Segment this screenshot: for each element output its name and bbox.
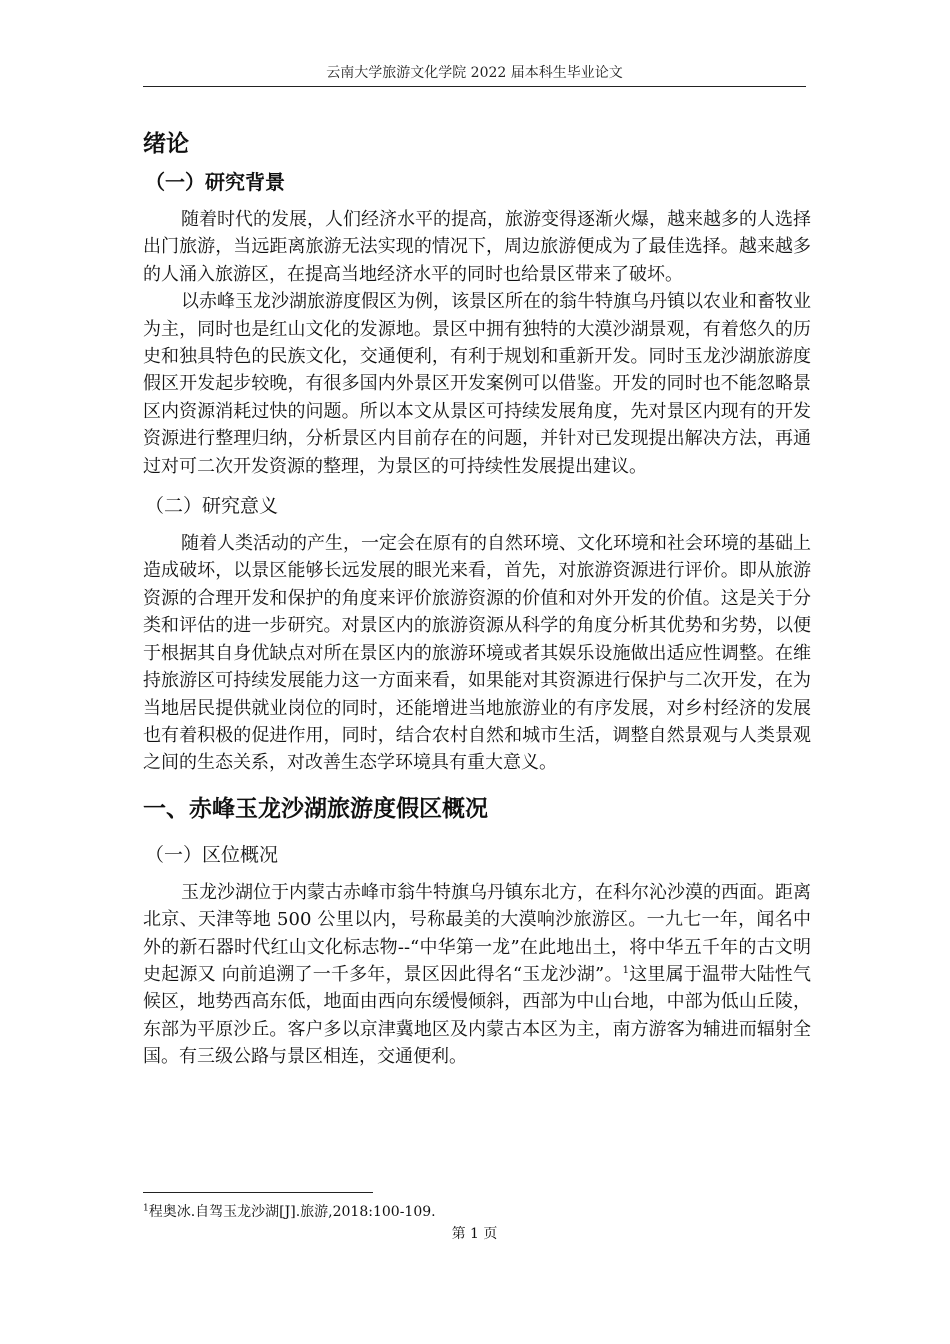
background-heading: （一）研究背景 xyxy=(145,170,285,194)
footnote-rule xyxy=(143,1192,373,1193)
chapter1-title: 一、赤峰玉龙沙湖旅游度假区概况 xyxy=(143,795,488,822)
running-header: 云南大学旅游文化学院 2022 届本科生毕业论文 xyxy=(326,65,623,81)
intro-title: 绪论 xyxy=(143,131,189,157)
header-rule xyxy=(143,86,806,87)
footnote xyxy=(143,1203,806,1221)
location-heading: （一）区位概况 xyxy=(145,843,279,866)
body-content xyxy=(143,124,811,1071)
footnote-text: 程奥冰.自驾玉龙沙湖[J].旅游,2018:100-109. xyxy=(148,1204,436,1220)
footnote-marker: 1 xyxy=(143,1203,149,1214)
significance-paragraph: 随着人类活动的产生，一定会在原有的自然环境、文化环境和社会环境的基础上造成破坏，以景区能够长远发展的眼光来看，首先，对旅游资源进行评价。即从旅游资源的合理开发和保护的角度来评价旅游资源的价值和对外开发的价值。这是关于分类和评估的进一步研究。对景区内的旅游资源从科学的角度分析其优势和劣势，以便于根据其自身优缺点对所在景区内的旅游环境或者其娱乐设施做出适应性调整。在维持旅游区可持续发展能力这一方面来看，如果能对其资源进行保护与二次开发，在为当地居民提供就业岗位的同时，还能增进当地旅游业的有序发展，对乡村经济的发展也有着积极的促进作用，同时，结合农村自然和城市生活，调整自然景观与人类景观之间的生态关系，对改善生态学环境具有重大意义。 xyxy=(143,533,811,774)
significance-heading: （二）研究意义 xyxy=(145,495,279,518)
location-text-part1: 玉龙沙湖位于内蒙古赤峰市翁牛特旗乌丹镇东北方，在科尔沁沙漠的西面。距离北京、天津等地 500 公里以内，号称最美的大漠响沙旅游区。一九七一年，闻名中外的新石器时代红山文化标志物--“中华第一龙”在此地出土，将中华五千年的古文明史起源又 向前追溯了一千多年，景区因此得名“玉龙沙湖”。 xyxy=(143,881,811,985)
page-number: 第 1 页 xyxy=(451,1226,498,1242)
background-paragraph-1: 随着时代的发展，人们经济水平的提高，旅游变得逐渐火爆，越来越多的人选择出门旅游，当远距离旅游无法实现的情况下，周边旅游便成为了最佳选择。越来越多的人涌入旅游区，在提高当地经济水平的同时也给景区带来了破坏。 xyxy=(143,209,811,285)
location-paragraph xyxy=(143,879,811,1071)
footnote-reference[interactable]: 1 xyxy=(622,964,630,976)
location-text-part2: 这里属于温带大陆性气候区，地势西高东低，地面由西向东缓慢倾斜，西部为中山台地，中部为低山丘陵，东部为平原沙丘。客户多以京津冀地区及内蒙古本区为主，南方游客为辅进而辐射全国。有三级公路与景区相连，交通便利。 xyxy=(143,963,812,1068)
background-paragraph-2: 以赤峰玉龙沙湖旅游度假区为例，该景区所在的翁牛特旗乌丹镇以农业和畜牧业为主，同时也是红山文化的发源地。景区中拥有独特的大漠沙湖景观，有着悠久的历史和独具特色的民族文化，交通便利，有利于规划和重新开发。同时玉龙沙湖旅游度假区开发起步较晚，有很多国内外景区开发案例可以借鉴。开发的同时也不能忽略景区内资源消耗过快的问题。所以本文从景区可持续发展角度，先对景区内现有的开发资源进行整理归纳，分析景区内目前存在的问题，并针对已发现提出解决方法，再通过对可二次开发资源的整理，为景区的可持续性发展提出建议。 xyxy=(143,291,811,477)
